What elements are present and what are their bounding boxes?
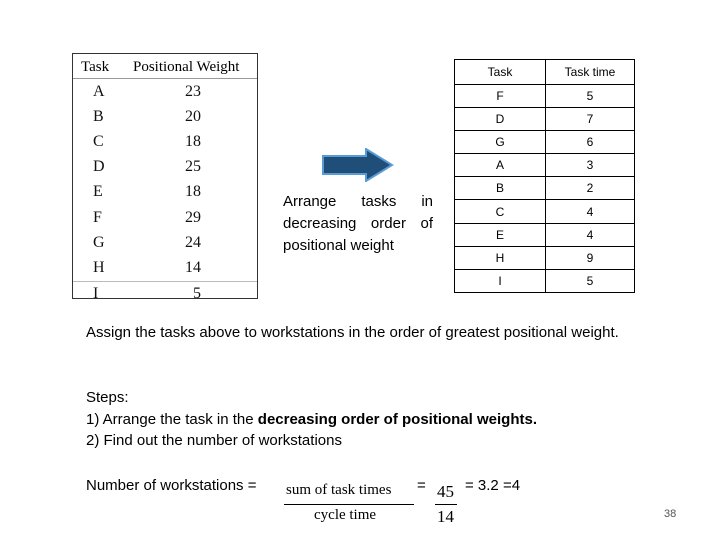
task-cell: A <box>93 82 105 100</box>
weight-cell: 5 <box>133 281 257 307</box>
arrange-instruction: Arrange tasks in decreasing order of positional weight <box>283 193 433 254</box>
formula-result: = 3.2 =4 <box>465 477 521 494</box>
table-row <box>455 85 635 108</box>
task-cell: G <box>93 233 105 251</box>
table-row <box>73 155 257 180</box>
task-cell: E <box>93 183 103 201</box>
task-cell: D <box>93 158 105 176</box>
table-row <box>73 79 257 105</box>
table-row <box>73 129 257 154</box>
task-cell: C <box>93 132 104 150</box>
task-cell: H <box>93 258 105 276</box>
header-positional-weight: Positional Weight <box>133 54 257 79</box>
table-row <box>455 108 635 131</box>
assign-paragraph: Assign the tasks above to workstations in the order of greatest positional weight. <box>86 324 619 341</box>
positional-weight-table <box>72 53 258 303</box>
step-1-text: 1) Arrange the task in the <box>86 411 258 428</box>
table-row <box>73 205 257 230</box>
fraction-bar <box>284 504 414 505</box>
task-cell: I <box>455 269 546 292</box>
task-cell: B <box>455 177 546 200</box>
step-1-bold-text: decreasing order of positional weights. <box>257 411 537 428</box>
weight-cell: 14 <box>185 258 201 276</box>
value-denominator: 14 <box>437 507 454 526</box>
task-cell: D <box>455 108 546 131</box>
table-row <box>73 255 257 281</box>
header-task-time: Task time <box>546 60 635 85</box>
table-row <box>455 223 635 246</box>
task-cell: I <box>73 281 133 307</box>
task-cell: H <box>455 246 546 269</box>
task-cell: A <box>455 154 546 177</box>
table-row <box>73 281 257 307</box>
step-1 <box>86 409 537 430</box>
task-cell: B <box>93 107 104 125</box>
time-cell: 5 <box>546 269 635 292</box>
time-cell: 4 <box>546 223 635 246</box>
step-2: 2) Find out the number of workstations <box>86 432 342 449</box>
time-cell: 5 <box>546 85 635 108</box>
task-cell: G <box>455 131 546 154</box>
task-cell: F <box>93 208 102 226</box>
table-row <box>73 104 257 129</box>
task-cell: E <box>455 223 546 246</box>
header-task: Task <box>73 54 133 79</box>
table-row <box>73 180 257 205</box>
weight-cell: 24 <box>185 233 201 251</box>
table-row <box>455 246 635 269</box>
task-cell: F <box>455 85 546 108</box>
table-row <box>455 269 635 292</box>
table-row <box>73 230 257 255</box>
time-cell: 2 <box>546 177 635 200</box>
task-time-table <box>454 59 635 293</box>
formula-equals: = <box>417 477 426 494</box>
value-numerator: 45 <box>437 482 454 501</box>
table-row <box>455 177 635 200</box>
weight-cell: 25 <box>185 158 201 176</box>
time-cell: 3 <box>546 154 635 177</box>
workstations-label: Number of workstations = <box>86 477 257 494</box>
table-row <box>455 131 635 154</box>
weight-cell: 18 <box>185 132 201 150</box>
weight-cell: 20 <box>185 107 201 125</box>
weight-cell: 23 <box>185 82 201 100</box>
weight-cell: 29 <box>185 208 201 226</box>
header-task: Task <box>455 60 546 85</box>
time-cell: 7 <box>546 108 635 131</box>
time-cell: 9 <box>546 246 635 269</box>
table-row <box>455 200 635 223</box>
table-row <box>455 154 635 177</box>
task-cell: C <box>455 200 546 223</box>
right-arrow-icon <box>322 148 394 182</box>
steps-heading: Steps: <box>86 389 129 406</box>
time-cell: 6 <box>546 131 635 154</box>
time-cell: 4 <box>546 200 635 223</box>
fraction-bar <box>435 504 457 505</box>
page-number: 38 <box>664 508 677 520</box>
formula-numerator: sum of task times <box>286 482 392 498</box>
weight-cell: 18 <box>185 183 201 201</box>
formula-denominator: cycle time <box>314 507 377 523</box>
